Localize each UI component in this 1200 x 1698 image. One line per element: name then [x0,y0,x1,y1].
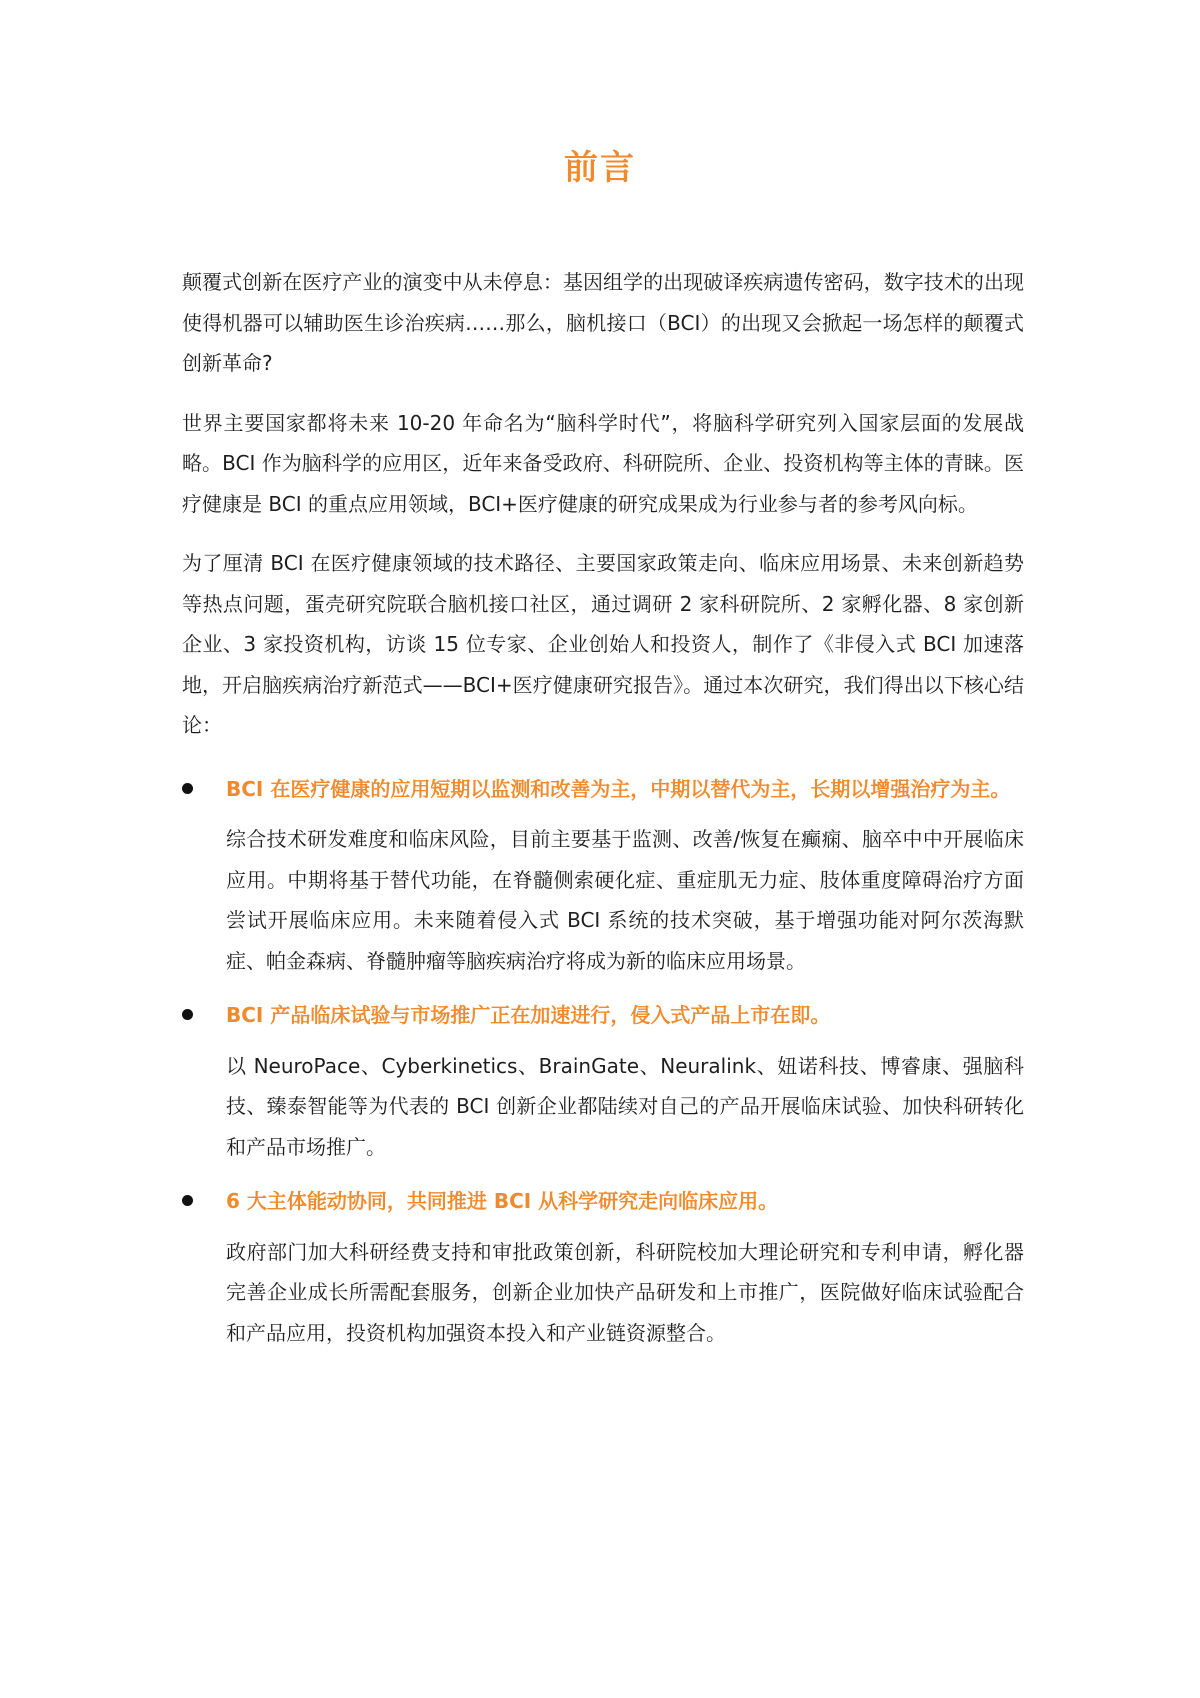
conclusion-item [182,769,1024,982]
research-paragraph: 为了厘清 BCI 在医疗健康领域的技术路径、主要国家政策走向、临床应用场景、未来创新趋势等热点问题，蛋壳研究院联合脑机接口社区，通过调研 2 家科研院所、2 家孵化器、8 家创新企业、3 家投资机构，访谈 15 位专家、企业创始人和投资人，制作了《非侵入式 BCI 加速落地，开启脑疾病治疗新范式——BCI+医疗健康研究报告》。通过本次研究，我们得出以下核心结论： [182,551,1024,737]
conclusions-list [182,769,1024,1354]
conclusion-body: 综合技术研发难度和临床风险，目前主要基于监测、改善/恢复在癫痫、脑卒中中开展临床应用。中期将基于替代功能，在脊髓侧索硬化症、重症肌无力症、肢体重度障碍治疗方面尝试开展临床应用。未来随着侵入式 BCI 系统的技术突破，基于增强功能对阿尔茨海默症、帕金森病、脊髓肿瘤等脑疾病治疗将成为新的临床应用场景。 [226,827,1024,973]
conclusion-item [182,1181,1024,1353]
conclusion-body: 以 NeuroPace、Cyberkinetics、BrainGate、Neuralink、妞诺科技、博睿康、强脑科技、臻泰智能等为代表的 BCI 创新企业都陆续对自己的产品开展临床试验、加快科研转化和产品市场推广。 [226,1053,1024,1159]
bullet-dot-icon [182,1009,193,1020]
bullet-dot-icon [182,783,193,794]
conclusion-heading: BCI 产品临床试验与市场推广正在加速进行，侵入式产品上市在即。 [226,1003,831,1027]
document-body [182,262,1024,1367]
bullet-dot-icon [182,1195,193,1206]
conclusion-heading: BCI 在医疗健康的应用短期以监测和改善为主，中期以替代为主，长期以增强治疗为主。 [226,776,1011,801]
background-paragraph: 世界主要国家都将未来 10-20 年命名为“脑科学时代”，将脑科学研究列入国家层面的发展战略。BCI 作为脑科学的应用区，近年来备受政府、科研院所、企业、投资机构等主体的青睐。医疗健康是 BCI 的重点应用领域，BCI+医疗健康的研究成果成为行业参与者的参考风向标。 [182,410,1024,516]
conclusion-heading: 6 大主体能动协同，共同推进 BCI 从科学研究走向临床应用。 [226,1189,779,1213]
conclusion-body: 政府部门加大科研经费支持和审批政策创新，科研院校加大理论研究和专利申请，孵化器完善企业成长所需配套服务，创新企业加快产品研发和上市推广，医院做好临床试验配合和产品应用，投资机构加强资本投入和产业链资源整合。 [226,1239,1024,1345]
intro-paragraph: 颠覆式创新在医疗产业的演变中从未停息：基因组学的出现破译疾病遗传密码，数字技术的出现使得机器可以辅助医生诊治疾病……那么，脑机接口（BCI）的出现又会掀起一场怎样的颠覆式创新革命? [182,270,1024,375]
page-title: 前言 [564,148,636,188]
conclusion-item [182,995,1024,1167]
